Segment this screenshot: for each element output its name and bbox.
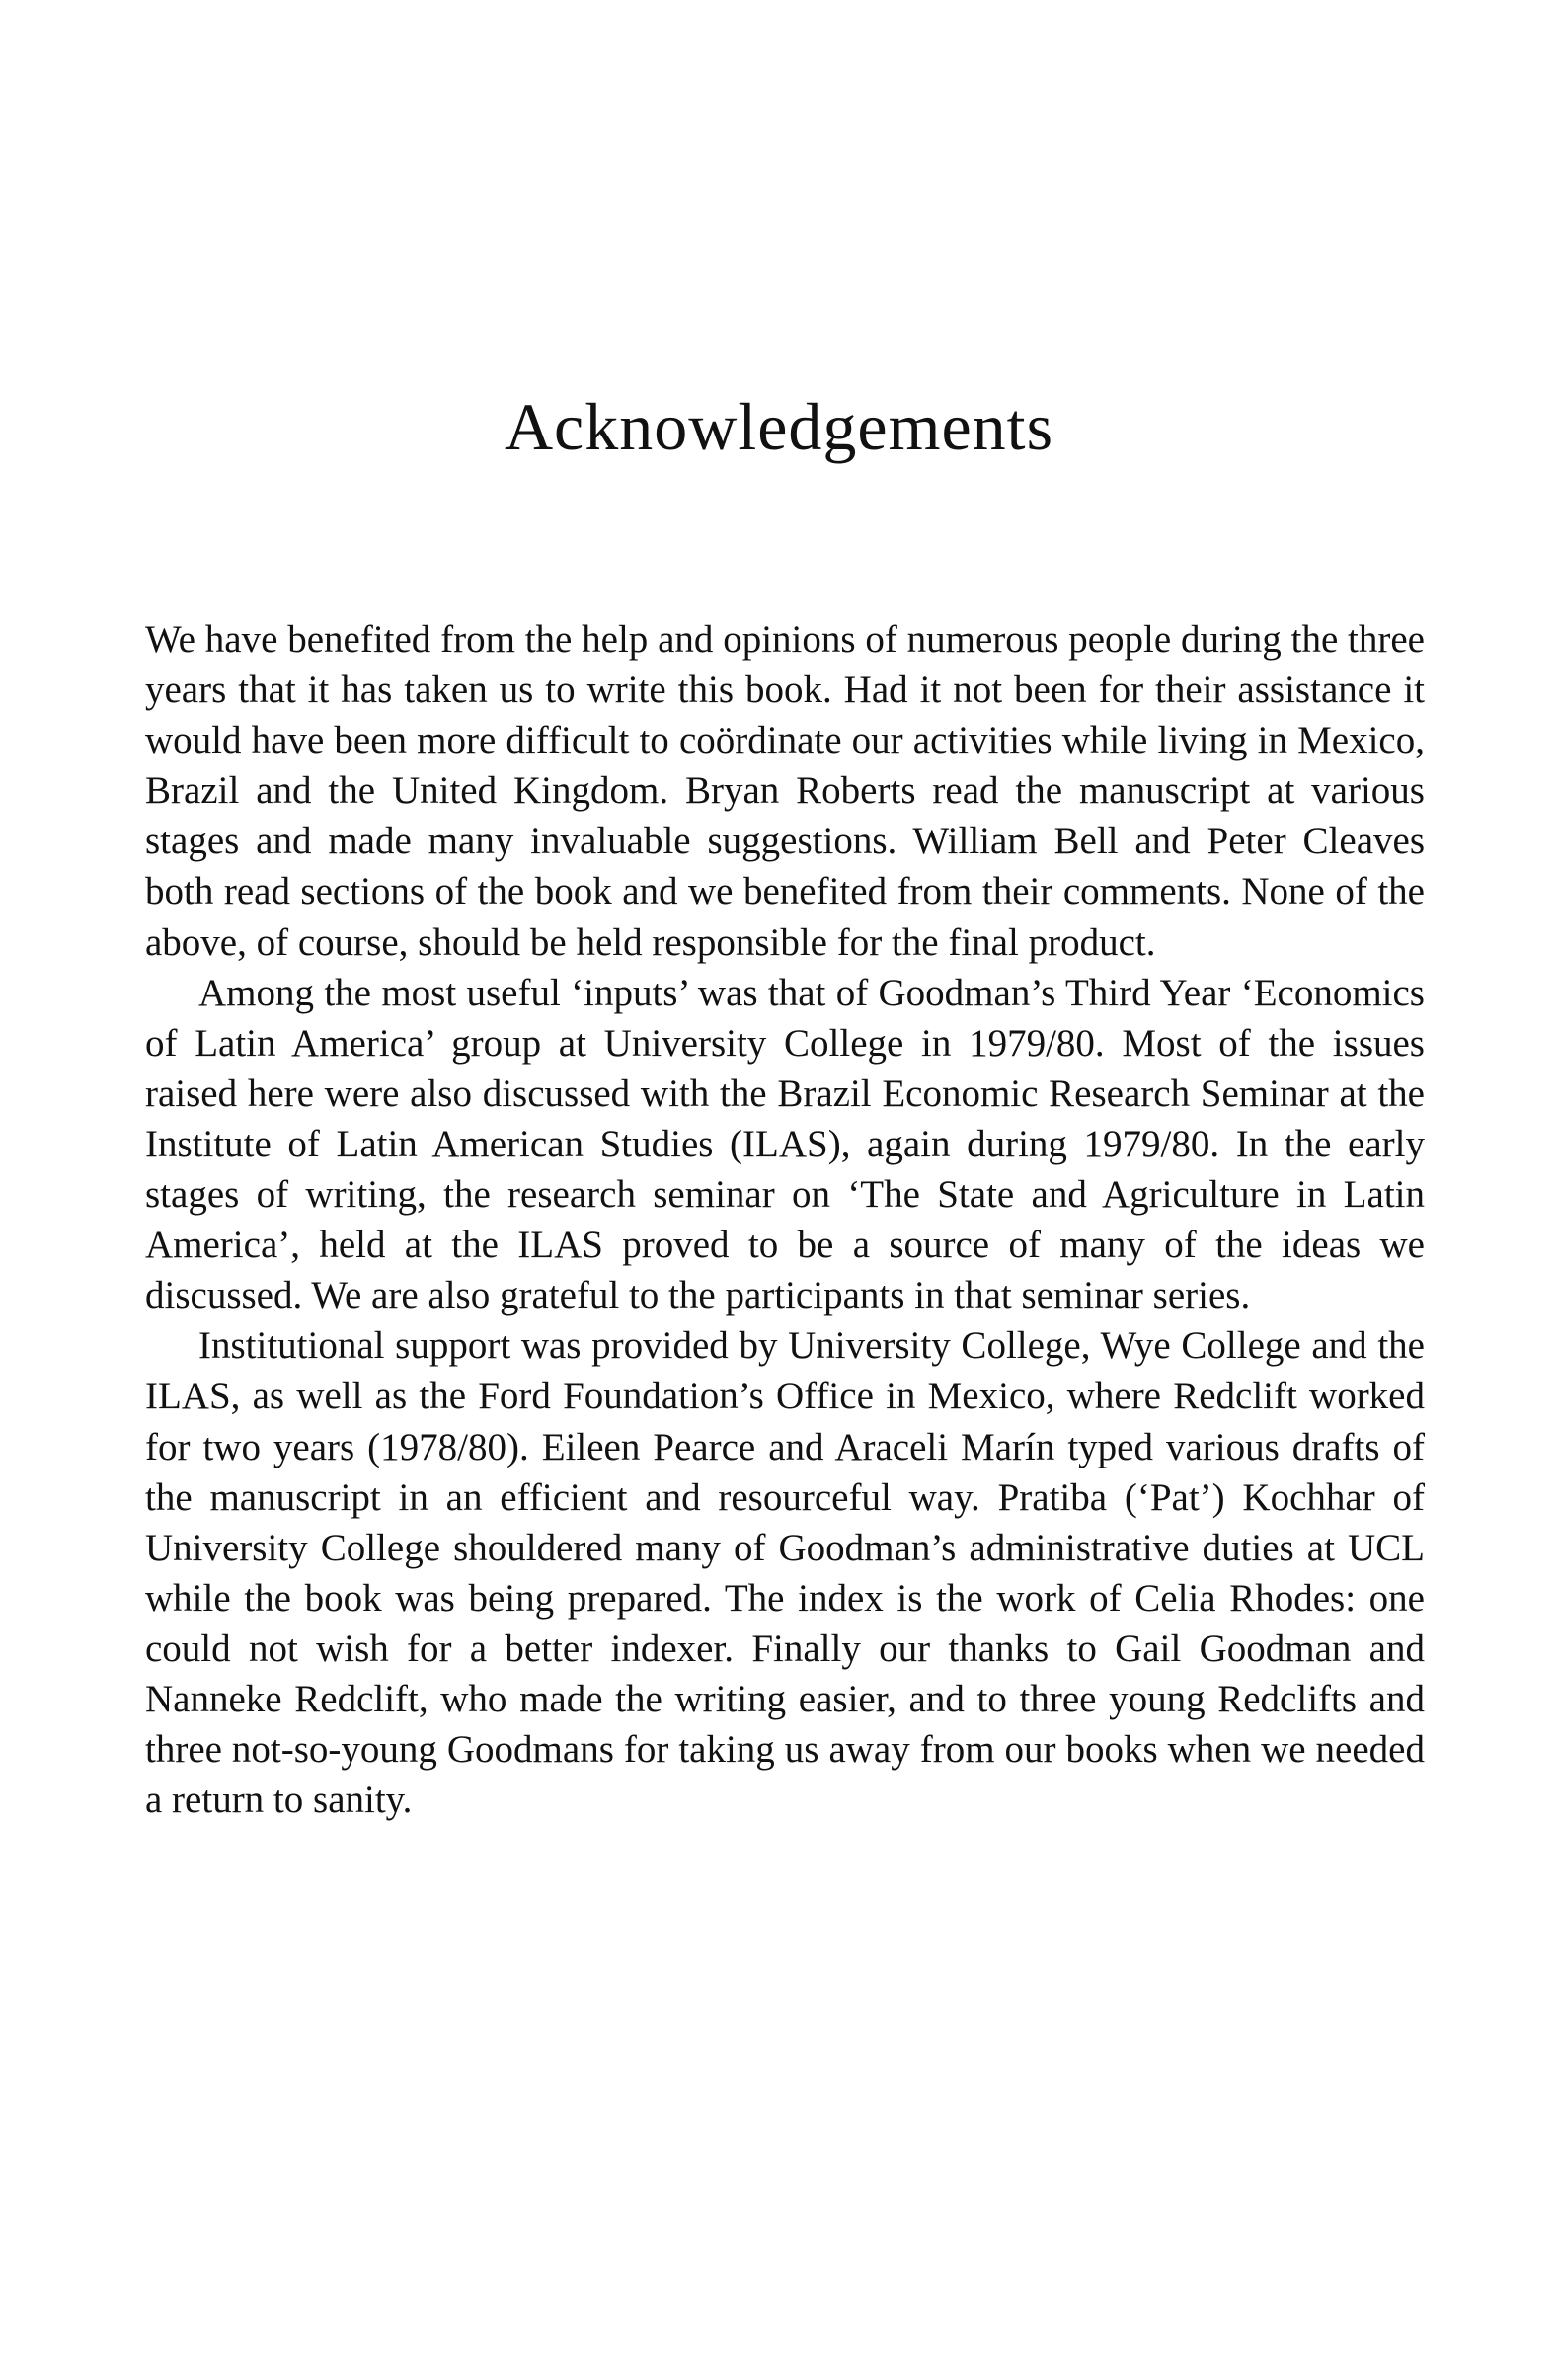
paragraph-3: Institutional support was provided by University College, Wye College and the ILAS, as well as the Ford Foundation’s Office in Mexico, where Redclift worked for two years (1978/80). Eileen Pearce and Araceli Marín typed various drafts of the manuscript in an efficient and resourceful way. Pratiba (‘Pat’) Kochhar of University College shouldered many of Goodman’s administrative duties at UCL while the book was being prepared. The index is the work of Celia Rhodes: one could not wish for a better indexer. Finally our thanks to Gail Goodman and Nanneke Redclift, who made the writing easier, and to three young Redclifts and three not-so-young Goodmans for taking us away from our books when we needed a return to sanity.: [145, 1324, 1425, 1822]
paragraph-1: We have benefited from the help and opinions of numerous people during the three years that it has taken us to write this book. Had it not been for their assistance it would have been more difficult to coördinate our activities while living in Mexico, Brazil and the United Kingdom. Bryan Roberts read the manuscript at various stages and made many invaluable suggestions. William Bell and Peter Cleaves both read sections of the book and we benefited from their comments. None of the above, of course, should be held responsible for the final product.: [145, 618, 1425, 964]
acknowledgements-body: [145, 614, 1425, 1825]
paragraph-2: Among the most useful ‘inputs’ was that of Goodman’s Third Year ‘Economics of Latin America’ group at University College in 1979/80. Most of the issues raised here were also discussed with the Brazil Economic Research Seminar at the Institute of Latin American Studies (ILAS), again during 1979/80. In the early stages of writing, the research seminar on ‘The State and Agriculture in Latin America’, held at the ILAS proved to be a source of many of the ideas we discussed. We are also grateful to the participants in that seminar series.: [145, 971, 1425, 1317]
page-title: Acknowledgements: [504, 389, 1054, 464]
